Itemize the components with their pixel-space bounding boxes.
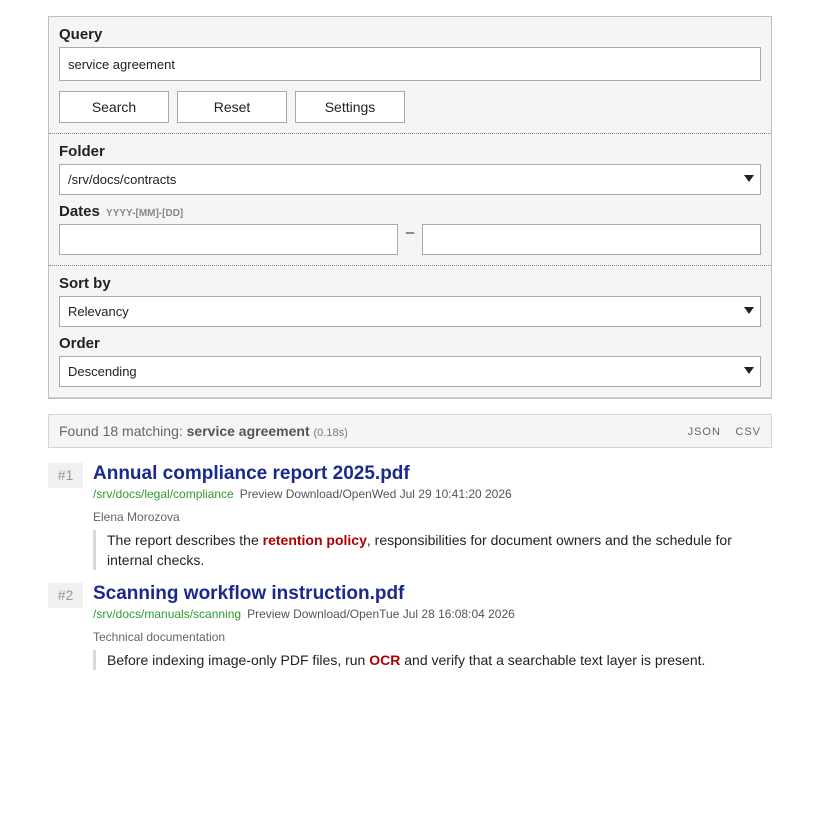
result-item (48, 583, 772, 670)
snippet-text: The report describes the (107, 532, 263, 548)
chevron-down-icon (744, 307, 754, 314)
result-date: Wed Jul 29 10:41:20 2026 (371, 487, 512, 501)
export-json-link[interactable]: JSON (687, 426, 721, 438)
results-count: Found 18 matching: (59, 423, 183, 439)
result-actions[interactable]: Preview Download/Open (239, 487, 372, 501)
folder-label: Folder (59, 143, 105, 160)
result-date: Tue Jul 28 16:08:04 2026 (379, 607, 515, 621)
form-buttons (59, 91, 761, 123)
snippet-text: , responsibilities for document owners and the schedule for internal checks. (107, 532, 732, 568)
snippet-highlight: retention policy (262, 532, 367, 548)
results-summary (59, 423, 348, 439)
date-to-input[interactable] (422, 224, 761, 255)
search-button[interactable]: Search (59, 91, 169, 123)
sort-select-value: Relevancy (68, 304, 129, 319)
chevron-down-icon (744, 367, 754, 374)
folder-select[interactable] (59, 164, 761, 195)
export-links (678, 422, 761, 440)
order-label: Order (59, 335, 100, 352)
order-select[interactable] (59, 356, 761, 387)
result-path-link[interactable]: /srv/docs/legal/compliance (93, 487, 234, 501)
result-body (93, 583, 772, 670)
result-author: Elena Morozova (93, 510, 180, 524)
query-label: Query (59, 26, 103, 43)
results-time: (0.18s) (313, 427, 348, 439)
result-rank: #2 (48, 583, 83, 608)
folder-select-value: /srv/docs/contracts (68, 172, 177, 187)
result-meta (93, 606, 772, 622)
date-range (59, 224, 761, 255)
date-separator: – (405, 224, 415, 241)
result-meta (93, 486, 772, 502)
query-input[interactable] (59, 47, 761, 81)
dates-label-text: Dates (59, 203, 100, 220)
chevron-down-icon (744, 175, 754, 182)
snippet-highlight: OCR (369, 652, 401, 668)
dates-format-hint: YYYY-[MM]-[DD] (106, 208, 184, 219)
query-section (49, 17, 771, 133)
result-snippet (93, 650, 772, 670)
result-body (93, 463, 772, 570)
dates-label (59, 203, 761, 220)
result-snippet (93, 530, 772, 570)
search-form (48, 16, 772, 399)
result-author: Technical documentation (93, 630, 226, 644)
result-item (48, 463, 772, 570)
result-title-link[interactable]: Annual compliance report 2025.pdf (93, 463, 410, 484)
result-path-link[interactable]: /srv/docs/manuals/scanning (93, 607, 242, 621)
sort-section (49, 265, 771, 398)
reset-button[interactable]: Reset (177, 91, 287, 123)
filter-section (49, 133, 771, 265)
result-rank: #1 (48, 463, 83, 488)
snippet-text: and verify that a searchable text layer is present. (400, 652, 706, 668)
results-query: service agreement (186, 423, 310, 439)
snippet-text: Before indexing image-only PDF files, run (107, 652, 370, 668)
sort-select[interactable] (59, 296, 761, 327)
settings-button[interactable]: Settings (295, 91, 405, 123)
result-actions[interactable]: Preview Download/Open (247, 607, 380, 621)
result-title-link[interactable]: Scanning workflow instruction.pdf (93, 583, 405, 604)
results-summary-bar (48, 414, 772, 448)
export-csv-link[interactable]: CSV (735, 426, 761, 438)
date-from-input[interactable] (59, 224, 398, 255)
sort-label: Sort by (59, 275, 111, 292)
order-select-value: Descending (68, 364, 137, 379)
